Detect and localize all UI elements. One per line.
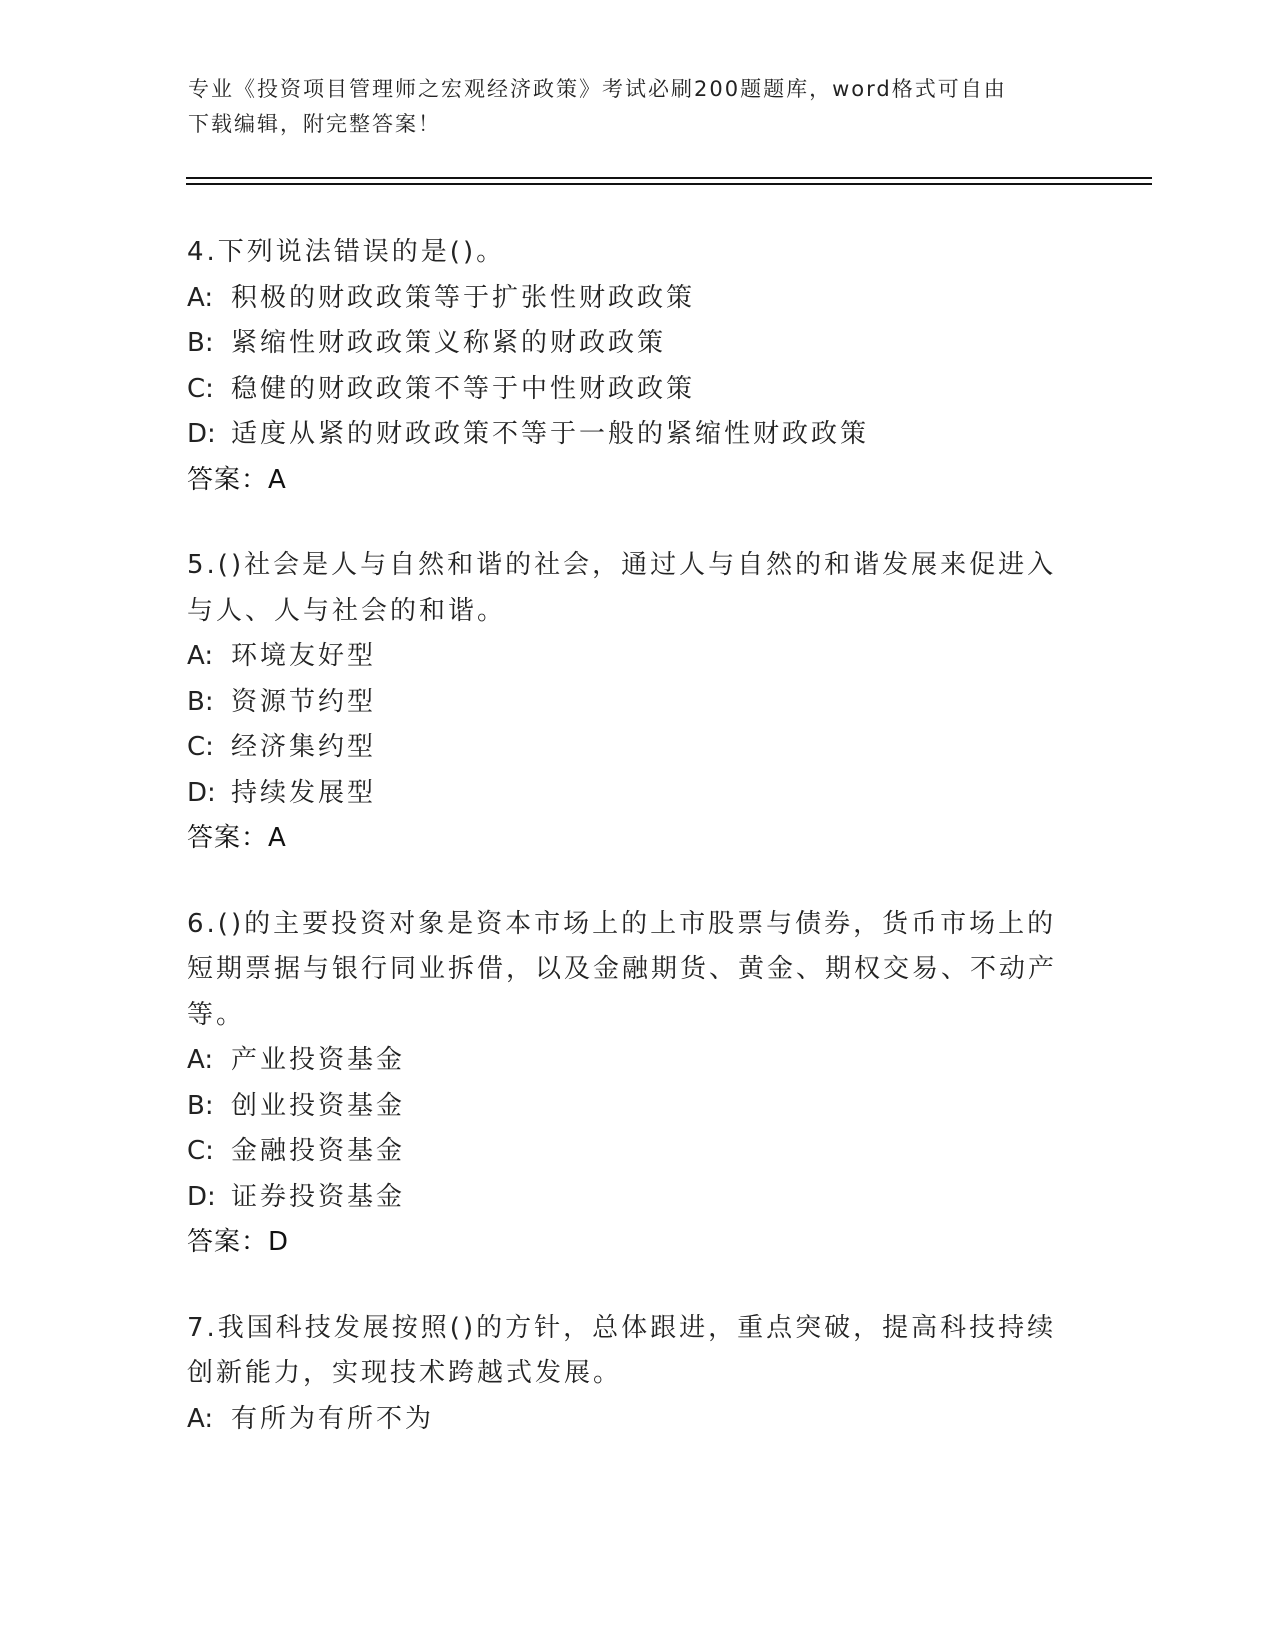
option-b bbox=[187, 680, 1067, 726]
option-key: A: bbox=[187, 282, 214, 313]
option-text: 有所为有所不为 bbox=[231, 1403, 435, 1434]
option-key: C: bbox=[187, 373, 214, 404]
option-text: 创业投资基金 bbox=[231, 1090, 406, 1121]
question-stem: 4.下列说法错误的是()。 bbox=[187, 237, 506, 267]
option-b bbox=[187, 1084, 1067, 1130]
option-c bbox=[187, 1129, 1067, 1175]
question-item bbox=[187, 1306, 1067, 1443]
option-a bbox=[187, 1397, 1067, 1443]
option-a bbox=[187, 634, 1067, 680]
option-key: A: bbox=[187, 1403, 214, 1434]
question-item bbox=[187, 902, 1067, 1266]
option-text: 证券投资基金 bbox=[231, 1181, 406, 1212]
header-divider-bottom bbox=[186, 183, 1152, 185]
answer-line: 答案：A bbox=[187, 823, 287, 853]
question-stem: 7.我国科技发展按照()的方针，总体跟进，重点突破，提高科技持续创新能力，实现技术跨越式发展。 bbox=[187, 1312, 1057, 1388]
option-a bbox=[187, 276, 1067, 322]
option-key: A: bbox=[187, 641, 214, 671]
option-c bbox=[187, 367, 1067, 413]
option-d bbox=[187, 771, 1067, 817]
question-item bbox=[187, 543, 1067, 862]
option-key: C: bbox=[187, 1136, 214, 1166]
option-text: 适度从紧的财政政策不等于一般的紧缩性财政政策 bbox=[231, 419, 870, 449]
option-text: 稳健的财政政策不等于中性财政政策 bbox=[231, 373, 696, 404]
option-key: B: bbox=[187, 1090, 214, 1121]
header-line-2: 下载编辑，附完整答案！ bbox=[188, 112, 441, 136]
option-text: 金融投资基金 bbox=[231, 1136, 406, 1166]
option-key: D: bbox=[187, 777, 216, 808]
option-key: B: bbox=[187, 328, 214, 358]
document-header bbox=[188, 72, 1088, 142]
question-item bbox=[187, 230, 1067, 503]
question-list bbox=[187, 230, 1067, 1482]
option-c bbox=[187, 725, 1067, 771]
option-key: C: bbox=[187, 732, 214, 762]
option-text: 持续发展型 bbox=[231, 777, 377, 808]
option-key: B: bbox=[187, 686, 214, 717]
option-key: A: bbox=[187, 1045, 214, 1075]
question-stem: 6.()的主要投资对象是资本市场上的上市股票与债券，货币市场上的短期票据与银行同业拆借，以及金融期货、黄金、期权交易、不动产等。 bbox=[187, 908, 1058, 1030]
option-b bbox=[187, 321, 1067, 367]
header-line-1: 专业《投资项目管理师之宏观经济政策》考试必刷200题题库，word格式可自由 bbox=[188, 77, 1007, 101]
header-divider-top bbox=[186, 177, 1152, 179]
option-text: 产业投资基金 bbox=[231, 1045, 406, 1075]
option-text: 紧缩性财政政策义称紧的财政政策 bbox=[231, 328, 667, 358]
option-text: 资源节约型 bbox=[231, 686, 377, 717]
answer-line: 答案：D bbox=[187, 1227, 290, 1257]
option-text: 环境友好型 bbox=[231, 641, 377, 671]
option-text: 积极的财政政策等于扩张性财政政策 bbox=[231, 282, 696, 313]
option-a bbox=[187, 1038, 1067, 1084]
option-key: D: bbox=[187, 1181, 216, 1212]
answer-line: 答案：A bbox=[187, 464, 287, 495]
option-d bbox=[187, 1175, 1067, 1221]
question-stem: 5.()社会是人与自然和谐的社会，通过人与自然的和谐发展来促进入与人、人与社会的和谐。 bbox=[187, 550, 1057, 626]
option-text: 经济集约型 bbox=[231, 732, 377, 762]
option-d bbox=[187, 412, 1067, 458]
option-key: D: bbox=[187, 419, 216, 449]
